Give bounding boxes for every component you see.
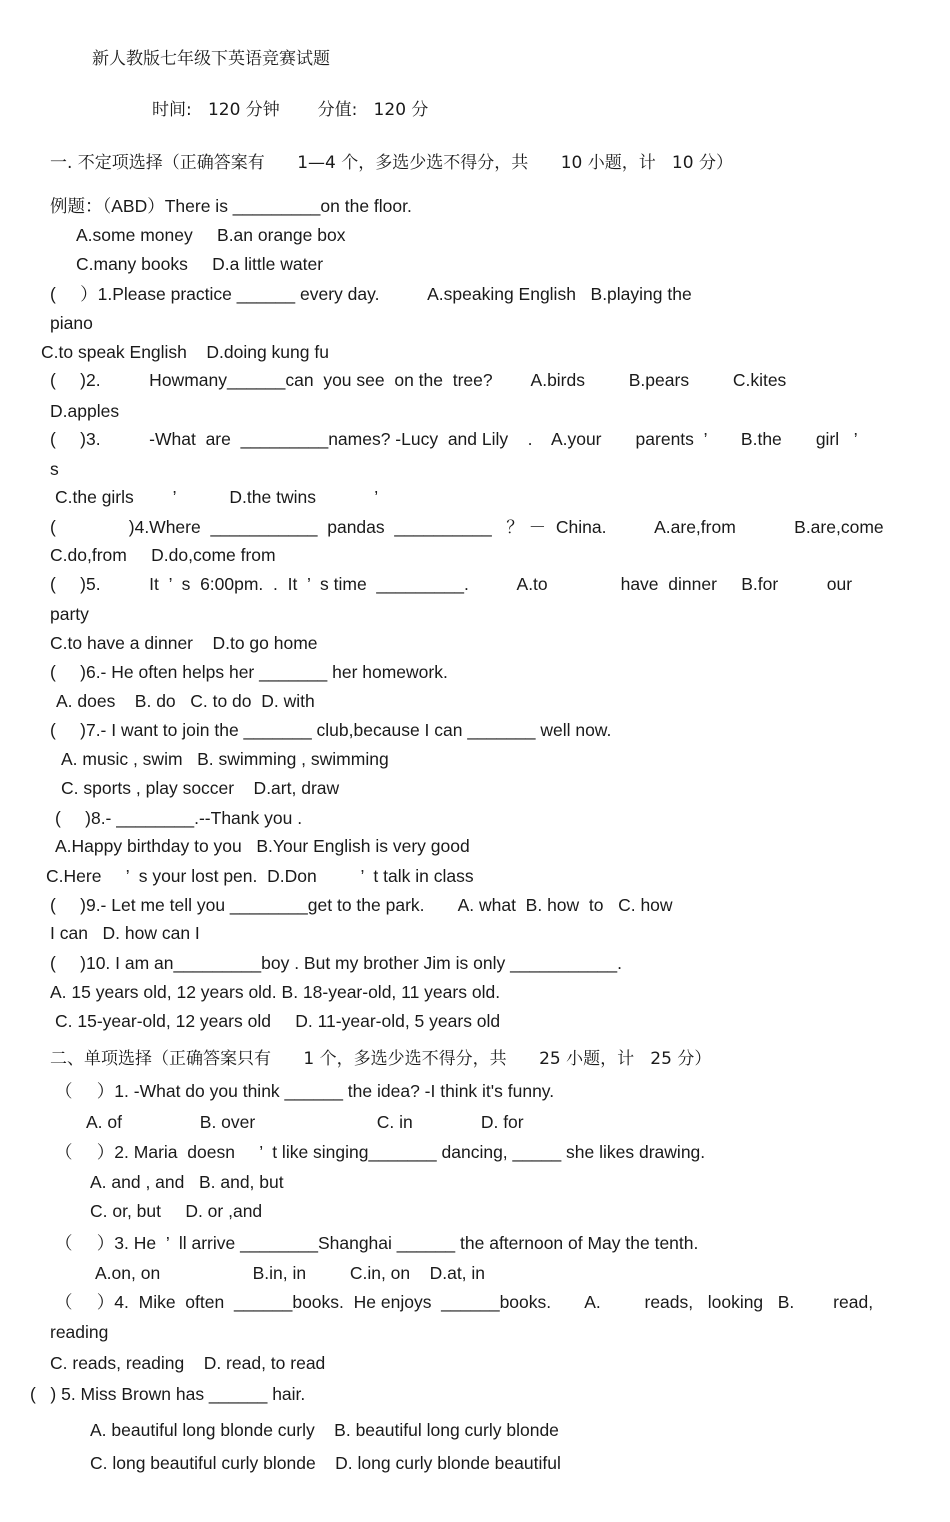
option-line: C. long beautiful curly blonde D. long curly blonde beautiful bbox=[90, 1453, 561, 1473]
option-line: A. 15 years old, 12 years old. B. 18-year-old, 11 years old. bbox=[50, 982, 501, 1002]
option-line: C. 15-year-old, 12 years old D. 11-year-old, 5 years old bbox=[55, 1011, 501, 1031]
example-line: 例题：（ABD）There is _________on the floor. bbox=[50, 196, 412, 216]
option-line: C.do,from D.do,come from bbox=[50, 545, 276, 565]
question-line: （ ）3. He ’ ll arrive ________Shanghai ______ the afternoon of May the tenth. bbox=[55, 1233, 699, 1253]
question-line: ( ) 5. Miss Brown has ______ hair. bbox=[30, 1384, 306, 1404]
option-line: A. of B. over C. in D. for bbox=[86, 1112, 524, 1132]
option-line: C. or, but D. or ,and bbox=[90, 1201, 263, 1221]
question-line: ( ）1.Please practice ______ every day. A.speaking English B.playing the bbox=[50, 284, 692, 304]
question-line: party bbox=[50, 604, 89, 624]
question-line: ( )8.- ________.--Thank you . bbox=[55, 808, 303, 828]
example-option-line: C.many books D.a little water bbox=[76, 254, 324, 274]
section2-heading: 二、单项选择（正确答案只有 1 个，多选少选不得分，共 25 小题，计 25 分） bbox=[50, 1049, 712, 1069]
example-option-line: A.some money B.an orange box bbox=[76, 225, 346, 245]
question-line: （ ）4. Mike often ______books. He enjoys ______books. A. reads, looking B. read, bbox=[55, 1292, 874, 1312]
question-line: ( )6.- He often helps her _______ her homework. bbox=[50, 662, 448, 682]
option-line: A. beautiful long blonde curly B. beautiful long curly blonde bbox=[90, 1420, 559, 1440]
question-line: piano bbox=[50, 313, 93, 333]
option-line: C. sports , play soccer D.art, draw bbox=[61, 778, 340, 798]
option-line: C.to speak English D.doing kung fu bbox=[41, 342, 329, 362]
option-line: I can D. how can I bbox=[50, 923, 200, 943]
question-line: ( )4.Where ___________ pandas __________ ？ － China. A.are,from B.are,come bbox=[50, 517, 884, 537]
question-line: ( )5. It ’ s 6:00pm. . It ’ s time _________. A.to have dinner B.for our bbox=[50, 574, 853, 594]
option-line: A. and , and B. and, but bbox=[90, 1172, 284, 1192]
exam-meta: 时间: 120 分钟 分值: 120 分 bbox=[152, 100, 429, 120]
doc-title: 新人教版七年级下英语竞赛试题 bbox=[92, 49, 330, 69]
question-line: ( )7.- I want to join the _______ club,because I can _______ well now. bbox=[50, 720, 612, 740]
option-line: C.the girls ’ D.the twins ’ bbox=[55, 487, 379, 507]
question-line: reading bbox=[50, 1322, 109, 1342]
option-line: A. music , swim B. swimming , swimming bbox=[61, 749, 389, 769]
question-line: ( )10. I am an_________boy . But my brother Jim is only ___________. bbox=[50, 953, 623, 973]
option-line: A. does B. do C. to do D. with bbox=[56, 691, 315, 711]
question-line: ( )9.- Let me tell you ________get to the park. A. what B. how to C. how bbox=[50, 895, 673, 915]
option-line: C.to have a dinner D.to go home bbox=[50, 633, 318, 653]
option-line: A.on, on B.in, in C.in, on D.at, in bbox=[95, 1263, 486, 1283]
question-line: ( )2. Howmany______can you see on the tree? A.birds B.pears C.kites bbox=[50, 370, 787, 390]
question-line: ( )3. -What are _________names? -Lucy and Lily . A.your parents ’ B.the girl ’ bbox=[50, 429, 858, 449]
option-line: D.apples bbox=[50, 401, 120, 421]
question-line: s bbox=[50, 459, 59, 479]
option-line: C.Here ’ s your lost pen. D.Don ’ t talk in class bbox=[46, 866, 474, 886]
question-line: （ ）1. -What do you think ______ the idea? -I think it's funny. bbox=[55, 1081, 555, 1101]
question-line: （ ）2. Maria doesn ’ t like singing_______ dancing, _____ she likes drawing. bbox=[55, 1142, 706, 1162]
section1-heading: 一. 不定项选择（正确答案有 1—4 个，多选少选不得分，共 10 小题，计 10 分） bbox=[50, 153, 733, 173]
option-line: A.Happy birthday to you B.Your English is very good bbox=[55, 836, 470, 856]
option-line: C. reads, reading D. read, to read bbox=[50, 1353, 326, 1373]
